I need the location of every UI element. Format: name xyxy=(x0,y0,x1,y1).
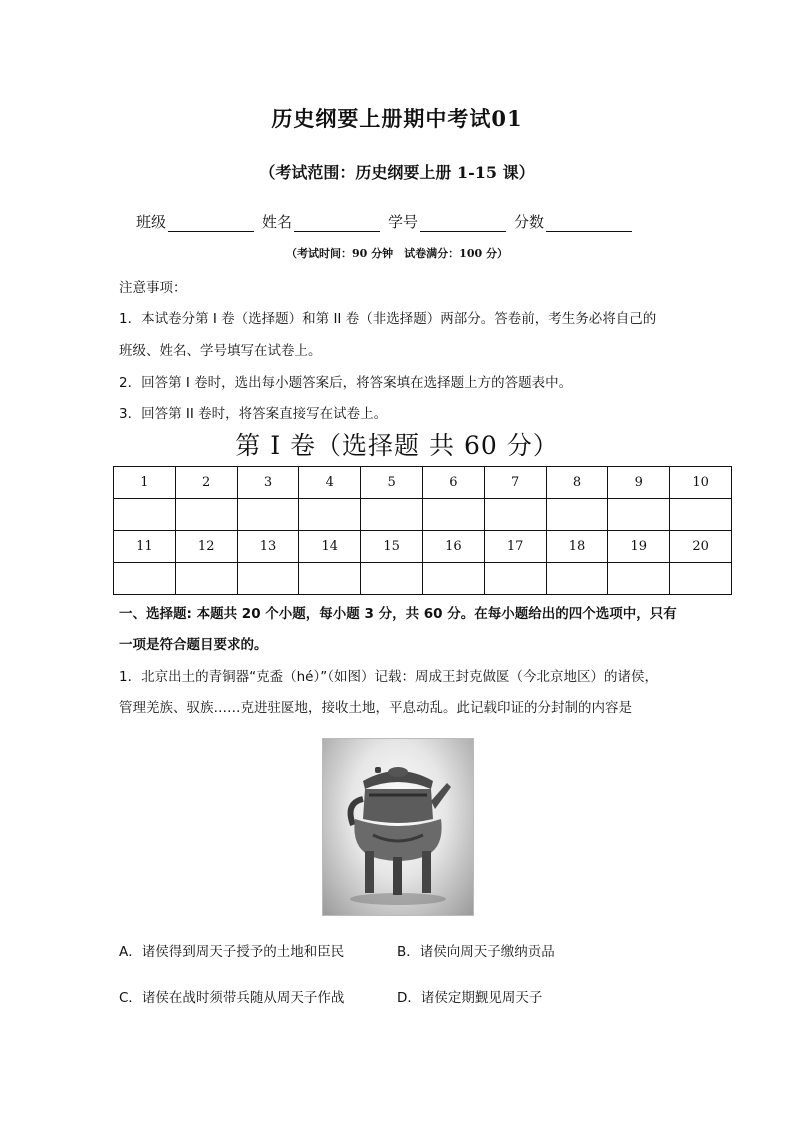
question-1-line-1: 1．北京出土的青铜器“克盉（hé）”（如图）记载：周成王封克做匽（今北京地区）的诸侯， xyxy=(119,669,658,685)
answer-cell[interactable] xyxy=(608,499,670,531)
question-number: 20 xyxy=(670,531,732,563)
answer-row-2 xyxy=(114,563,732,595)
answer-cell[interactable] xyxy=(422,499,484,531)
answer-cell[interactable] xyxy=(422,563,484,595)
answer-row-1 xyxy=(114,499,732,531)
question-number: 13 xyxy=(237,531,299,563)
bronze-he-vessel-illustration xyxy=(323,739,473,915)
score-blank[interactable] xyxy=(546,215,632,232)
question-number: 19 xyxy=(608,531,670,563)
question-number: 2 xyxy=(175,467,237,499)
question-number: 4 xyxy=(299,467,361,499)
notice-item-1-line-2: 班级、姓名、学号填写在试卷上。 xyxy=(119,343,322,359)
answer-cell[interactable] xyxy=(546,563,608,595)
question-number: 10 xyxy=(670,467,732,499)
answer-cell[interactable] xyxy=(484,499,546,531)
student-info-row xyxy=(136,211,632,232)
notice-item-1-line-1: 1．本试卷分第 I 卷（选择题）和第 II 卷（非选择题）两部分。答卷前，考生务必将自己的 xyxy=(119,311,657,327)
name-field[interactable]: 姓名 xyxy=(262,211,380,232)
bronze-vessel-image xyxy=(322,738,474,916)
answer-cell[interactable] xyxy=(299,499,361,531)
question-number: 16 xyxy=(422,531,484,563)
answer-cell[interactable] xyxy=(361,563,423,595)
score-field[interactable]: 分数 xyxy=(514,211,632,232)
exam-title: 历史纲要上册期中考试01 xyxy=(271,106,523,131)
name-blank[interactable] xyxy=(294,215,380,232)
answer-cell[interactable] xyxy=(299,563,361,595)
question-number: 18 xyxy=(546,531,608,563)
question-number: 14 xyxy=(299,531,361,563)
answer-table xyxy=(113,466,732,595)
question-1-line-2: 管理羌族、驭族……克进驻匽地，接收土地，平息动乱。此记载印证的分封制的内容是 xyxy=(119,700,632,716)
option-d[interactable]: D．诸侯定期觐见周天子 xyxy=(397,990,543,1006)
question-number: 12 xyxy=(175,531,237,563)
answer-cell[interactable] xyxy=(114,499,176,531)
time-note: （考试时间：90 分钟 试卷满分：100 分） xyxy=(286,247,508,260)
answer-cell[interactable] xyxy=(361,499,423,531)
answer-cell[interactable] xyxy=(670,563,732,595)
answer-cell[interactable] xyxy=(484,563,546,595)
option-b[interactable]: B．诸侯向周天子缴纳贡品 xyxy=(397,944,555,960)
question-number: 3 xyxy=(237,467,299,499)
notice-item-2: 2．回答第 I 卷时，选出每小题答案后，将答案填在选择题上方的答题表中。 xyxy=(119,375,573,391)
answer-cell[interactable] xyxy=(175,499,237,531)
class-blank[interactable] xyxy=(168,215,254,232)
option-c[interactable]: C．诸侯在战时须带兵随从周天子作战 xyxy=(119,990,345,1006)
student-id-field[interactable]: 学号 xyxy=(388,211,506,232)
question-number: 15 xyxy=(361,531,423,563)
question-number: 9 xyxy=(608,467,670,499)
question-number: 11 xyxy=(114,531,176,563)
mc-instructions-line-1: 一、选择题: 本题共 20 个小题，每小题 3 分，共 60 分。在每小题给出的四个选项中，只有 xyxy=(119,606,677,622)
answer-cell[interactable] xyxy=(670,499,732,531)
answer-cell[interactable] xyxy=(114,563,176,595)
option-a[interactable]: A．诸侯得到周天子授予的土地和臣民 xyxy=(119,944,345,960)
question-number: 1 xyxy=(114,467,176,499)
number-row-1 xyxy=(114,467,732,499)
number-row-2 xyxy=(114,531,732,563)
answer-cell[interactable] xyxy=(608,563,670,595)
answer-cell[interactable] xyxy=(175,563,237,595)
exam-scope: （考试范围：历史纲要上册 1-15 课） xyxy=(259,163,535,182)
answer-cell[interactable] xyxy=(237,499,299,531)
notice-heading: 注意事项： xyxy=(119,280,187,296)
class-field[interactable]: 班级 xyxy=(136,211,254,232)
notice-item-3: 3．回答第 II 卷时，将答案直接写在试卷上。 xyxy=(119,406,388,422)
question-number: 17 xyxy=(484,531,546,563)
question-number: 5 xyxy=(361,467,423,499)
student-id-blank[interactable] xyxy=(420,215,506,232)
section-1-heading: 第 I 卷（选择题 共 60 分） xyxy=(235,431,559,460)
mc-instructions-line-2: 一项是符合题目要求的。 xyxy=(119,637,268,653)
question-number: 6 xyxy=(422,467,484,499)
question-number: 7 xyxy=(484,467,546,499)
answer-cell[interactable] xyxy=(237,563,299,595)
question-number: 8 xyxy=(546,467,608,499)
answer-cell[interactable] xyxy=(546,499,608,531)
